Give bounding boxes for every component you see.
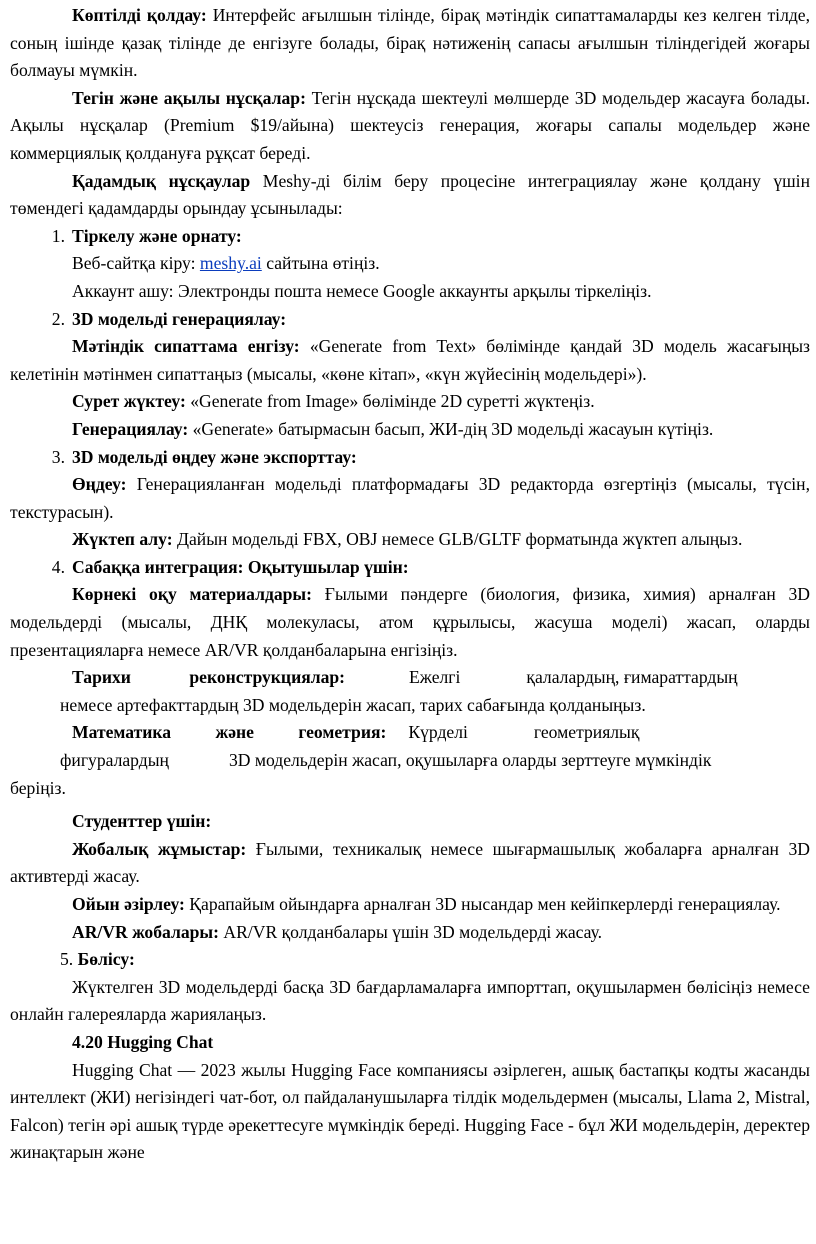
step-4-math-line-2 <box>10 747 810 775</box>
paragraph-pricing <box>10 85 810 168</box>
step-1-line-1 <box>10 250 810 278</box>
term: Жобалық жұмыстар: <box>72 838 247 859</box>
step-3-edit <box>10 471 810 526</box>
term-pricing: Тегін және ақылы нұсқалар: <box>72 87 306 108</box>
text: AR/VR қолданбалары үшін 3D модельдерді жасау. <box>219 921 603 942</box>
step-4-games <box>10 891 810 919</box>
step-title: 3D модельді өңдеу және экспорттау: <box>72 446 357 467</box>
term: Тарихи реконструкциялар: <box>72 667 346 688</box>
term: Математика және геометрия: <box>72 722 387 743</box>
text: «Generate from Image» бөлімінде 2D суретті жүктеңіз. <box>185 391 595 412</box>
term: Өңдеу: <box>72 474 127 495</box>
step-2-image-upload <box>10 388 810 416</box>
text-pricing: Тегін нұсқада шектеулі мөлшерде 3D модельдер жасауға болады. Ақылы нұсқалар (Premium $19/айына) шектеусіз генерация, жоғары сапалы модельдер және коммерциялық қолдануға рұқсат береді. <box>10 87 810 163</box>
step-title: 3D модельді генерациялау: <box>72 308 287 329</box>
step-2-generate <box>10 416 810 444</box>
step-1-line-2: Аккаунт ашу: Электронды пошта немесе Google аккаунты арқылы тіркеліңіз. <box>72 280 652 301</box>
meshy-link[interactable]: meshy.ai <box>199 253 262 274</box>
step-2-text-input <box>10 333 810 388</box>
step-title: Тіркелу және орнату: <box>72 225 242 246</box>
text: Генерацияланған модельді платформадағы 3D редакторда өзгертіңіз (мысалы, түсін, текстурасын). <box>10 474 810 522</box>
term: Сурет жүктеу: <box>72 391 186 412</box>
step-number: 3. <box>51 446 65 467</box>
section-heading <box>10 1029 810 1057</box>
term: Ойын әзірлеу: <box>72 894 185 914</box>
step-title: Сабаққа интеграция: Оқытушылар үшін: <box>72 556 409 577</box>
text: Ғылыми, техникалық немесе шығармашылық жобаларға арналған 3D активтерді жасау. <box>10 838 810 887</box>
step-title: Бөлісу: <box>77 949 135 970</box>
step-4-heading <box>10 554 810 582</box>
step-number: 2. <box>51 308 65 329</box>
paragraph-steps-intro <box>10 168 810 223</box>
line-text: Веб-сайтқа кіру: <box>72 253 200 274</box>
paragraph-multilingual <box>10 2 810 85</box>
term-multilingual: Көптілді қолдау: <box>72 5 207 25</box>
text: Қарапайым ойындарға арналған 3D нысандар мен кейіпкерлерді генерациялау. <box>184 894 781 914</box>
step-4-history-line-2: немесе артефакттардың 3D модельдерін жасап, тарих сабағында қолданыңыз. <box>60 694 646 715</box>
step-number: 4. <box>51 556 65 577</box>
term-steps: Қадамдық нұсқаулар <box>72 170 251 191</box>
text-steps-intro: Meshy-ді білім беру процесіне интеграциялау және қолдану үшін төмендегі қадамдарды орындау ұсынылады: <box>10 170 810 219</box>
text: фигуралардың <box>60 750 169 771</box>
term: Генерациялау: <box>72 418 189 439</box>
step-number: 1. <box>51 225 65 246</box>
term: Көрнекі оқу материалдары: <box>72 584 313 605</box>
step-4-visual-materials <box>10 581 810 664</box>
term: AR/VR жобалары: <box>72 921 220 942</box>
section-text: Hugging Chat — 2023 жылы Hugging Face компаниясы әзірлеген, ашық бастапқы кодты жасанды интеллект (ЖИ) негізіндегі чат-бот, ол пайдаланушыларға тілдік модельдермен (мысалы, Llama 2, Mistral, Falcon) тегін әрі ашық түрде әрекеттесуге мүмкіндік береді. Hugging Face - бұл ЖИ модельдерін, деректер жинақтарын және <box>10 1059 810 1163</box>
step-number: 5. <box>60 949 74 970</box>
text: Дайын модельді FBX, OBJ немесе GLB/GLTF форматында жүктеп алыңыз. <box>172 529 743 550</box>
text-multilingual: Интерфейс ағылшын тілінде, бірақ мәтіндік сипаттамаларды кез келген тілде, соның ішінде қазақ тілінде де енгізуге болады, бірақ нәтиженің сапасы ағылшын тіліндегідей жоғары болмауы мүмкін. <box>10 5 811 81</box>
text: Ежелгі <box>409 667 461 688</box>
text: қалалардың, ғимараттардың <box>526 667 738 688</box>
step-4-history-line-1 <box>10 664 810 692</box>
text: «Generate» батырмасын басып, ЖИ-дің 3D модельді жасауын күтіңіз. <box>188 418 714 439</box>
step-4-math-line-3: беріңіз. <box>10 777 66 798</box>
line-text: сайтына өтіңіз. <box>261 253 380 274</box>
step-2-heading <box>10 306 810 334</box>
text: геометриялық <box>533 722 640 743</box>
term: Жүктеп алу: <box>72 529 173 550</box>
step-4-students-heading <box>10 808 810 836</box>
text: «Generate from Text» бөлімінде қандай 3D модель жасағыңыз келетінін мәтінмен сипаттаңыз (мысалы, «көне кітап», «күн жүйесінің модельдері»). <box>10 336 811 384</box>
step-4-arvr <box>10 919 810 947</box>
step-3-download <box>10 526 810 554</box>
term: Мәтіндік сипаттама енгізу: <box>72 336 300 357</box>
text: Күрделі <box>408 722 468 743</box>
step-4-projects <box>10 836 810 891</box>
step-1-heading <box>10 223 810 251</box>
step-5-text: Жүктелген 3D модельдерді басқа 3D бағдарламаларға импорттап, оқушылармен бөлісіңіз немесе онлайн галереяларда жариялаңыз. <box>10 976 810 1025</box>
step-5-heading <box>10 946 810 974</box>
term: Студенттер үшін: <box>72 811 212 832</box>
step-4-math-line-1 <box>10 719 810 747</box>
section-title: 4.20 Hugging Chat <box>72 1031 214 1052</box>
step-3-heading <box>10 444 810 472</box>
text: Ғылыми пәндерге (биология, физика, химия) арналған 3D модельдерді (мысалы, ДНҚ молекуласы, атом құрылысы, жасуша моделі) жасап, оларды презентацияларға немесе AR/VR қолданбаларына енгізіңіз. <box>10 584 810 660</box>
text: 3D модельдерін жасап, оқушыларға оларды зерттеуге мүмкіндік <box>228 750 712 771</box>
